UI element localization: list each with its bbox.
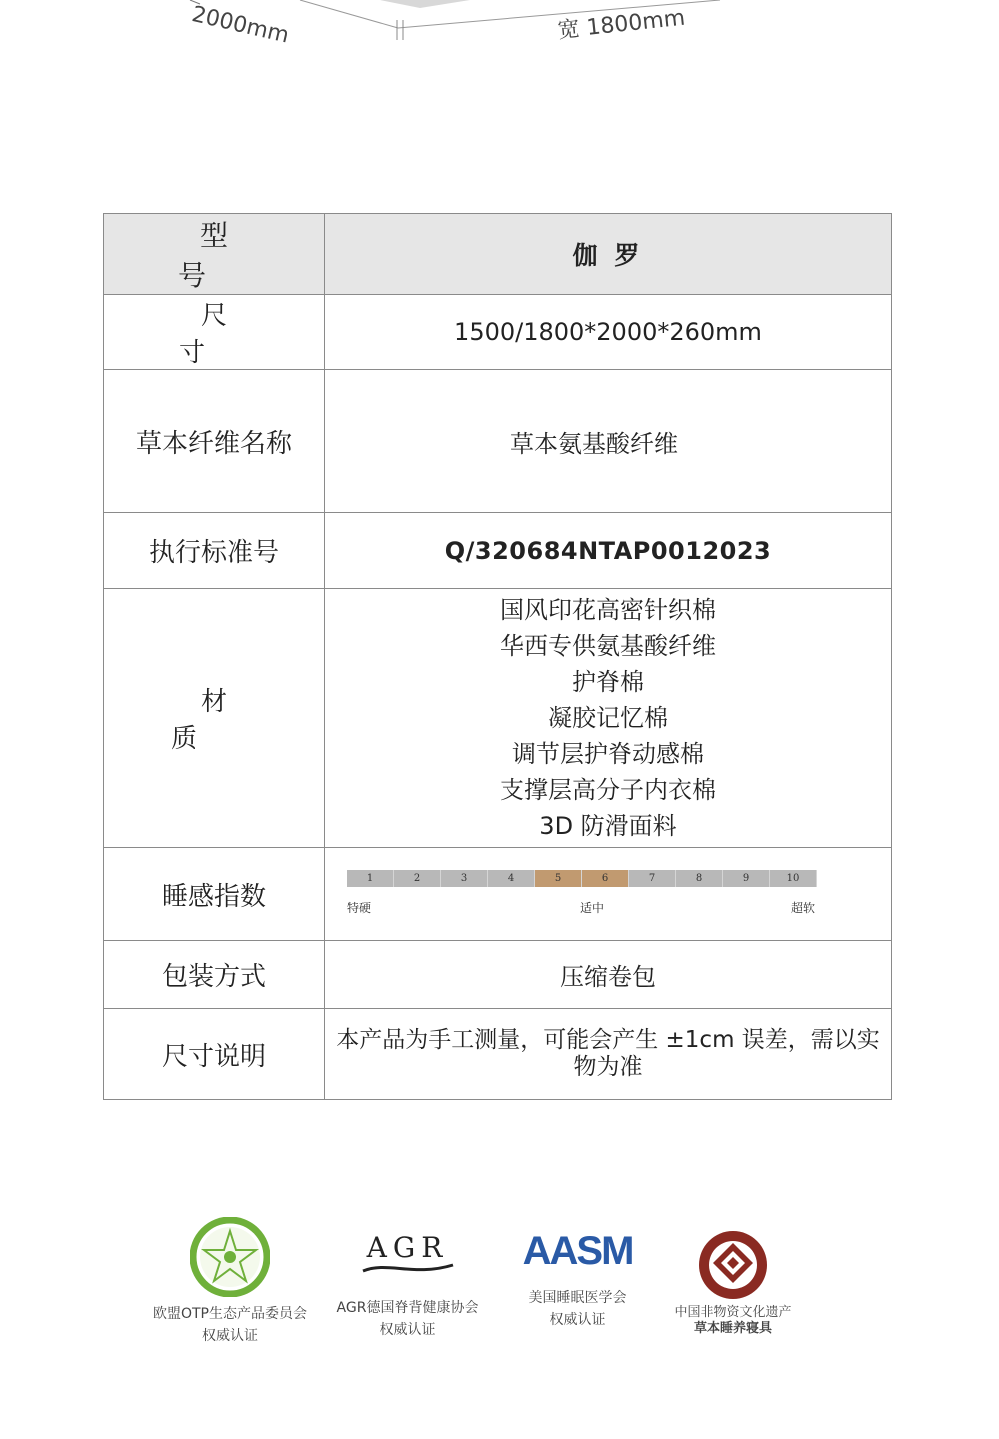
cert-sub: 权威认证	[202, 1328, 258, 1344]
feel-scale-segment: 6	[582, 870, 629, 887]
cert-sub: 权威认证	[549, 1312, 606, 1328]
heritage-logo-icon	[697, 1229, 769, 1301]
feel-label: 睡感指数	[104, 848, 325, 941]
feel-index-cell	[325, 848, 892, 941]
size-value: 1500/1800*2000*260mm	[325, 295, 892, 370]
table-row	[104, 1009, 892, 1100]
table-row	[104, 295, 892, 370]
cert-aasm	[505, 1225, 650, 1331]
table-row	[104, 848, 892, 941]
material-label: 材 质	[104, 589, 325, 848]
feel-high-label: 超软	[791, 901, 816, 915]
model-value: 伽 罗	[325, 214, 892, 295]
feel-scale-segment: 7	[629, 870, 676, 887]
fiber-value: 草本氨基酸纤维	[325, 370, 892, 513]
material-item: 凝胶记忆棉	[548, 704, 668, 732]
material-list	[325, 589, 892, 848]
feel-low-label: 特硬	[347, 901, 372, 915]
dimension-drawing	[0, 0, 999, 90]
material-item: 支撑层高分子内衣棉	[500, 776, 716, 804]
note-label: 尺寸说明	[104, 1009, 325, 1100]
cert-otp	[145, 1225, 315, 1347]
pack-value: 压缩卷包	[325, 941, 892, 1009]
table-row	[104, 370, 892, 513]
feel-scale-segment: 5	[535, 870, 582, 887]
feel-scale-segment: 2	[394, 870, 441, 887]
pack-label: 包装方式	[104, 941, 325, 1009]
feel-scale-segment: 4	[488, 870, 535, 887]
feel-scale-segment: 3	[441, 870, 488, 887]
aasm-logo-icon: AASM	[522, 1229, 633, 1273]
cert-name: AGR德国脊背健康协会	[336, 1300, 479, 1316]
model-label: 型 号	[104, 214, 325, 295]
dimension-lines	[0, 0, 999, 90]
size-label: 尺 寸	[104, 295, 325, 370]
otp-logo-icon	[190, 1217, 270, 1297]
cert-name: 美国睡眠医学会	[528, 1290, 627, 1306]
table-row	[104, 214, 892, 295]
table-row	[104, 513, 892, 589]
certification-logos	[0, 1225, 999, 1365]
material-item: 国风印花高密针织棉	[500, 596, 716, 624]
cert-name: 中国非物资文化遗产	[674, 1305, 792, 1320]
cert-sub: 权威认证	[379, 1322, 436, 1338]
feel-scale-segment: 9	[723, 870, 770, 887]
feel-scale-segment: 10	[770, 870, 817, 887]
cert-agr	[330, 1225, 485, 1341]
standard-label: 执行标准号	[104, 513, 325, 589]
note-value: 本产品为手工测量，可能会产生 ±1cm 误差，需以实物为准	[325, 1009, 892, 1100]
feel-index-bar	[347, 870, 817, 887]
cert-sub: 草本睡养寝具	[693, 1321, 772, 1336]
cert-name: 欧盟OTP生态产品委员会	[152, 1306, 307, 1322]
table-row	[104, 941, 892, 1009]
material-item: 调节层护脊动感棉	[512, 740, 704, 768]
width-dimension-label: 宽 1800mm	[556, 5, 687, 44]
feel-index-scale	[347, 864, 817, 924]
cert-heritage	[670, 1225, 796, 1337]
fiber-label: 草本纤维名称	[104, 370, 325, 513]
material-item: 3D 防滑面料	[539, 812, 677, 840]
table-row	[104, 589, 892, 848]
feel-scale-segment: 8	[676, 870, 723, 887]
spec-table	[103, 213, 892, 1100]
material-item: 护脊棉	[572, 668, 644, 696]
standard-value: Q/320684NTAP0012023	[325, 513, 892, 589]
length-dimension-label: 2000mm	[189, 2, 292, 49]
material-item: 华西专供氨基酸纤维	[500, 632, 716, 660]
feel-scale-segment: 1	[347, 870, 394, 887]
agr-logo-icon: AGR	[358, 1225, 458, 1297]
feel-mid-label: 适中	[580, 901, 605, 915]
